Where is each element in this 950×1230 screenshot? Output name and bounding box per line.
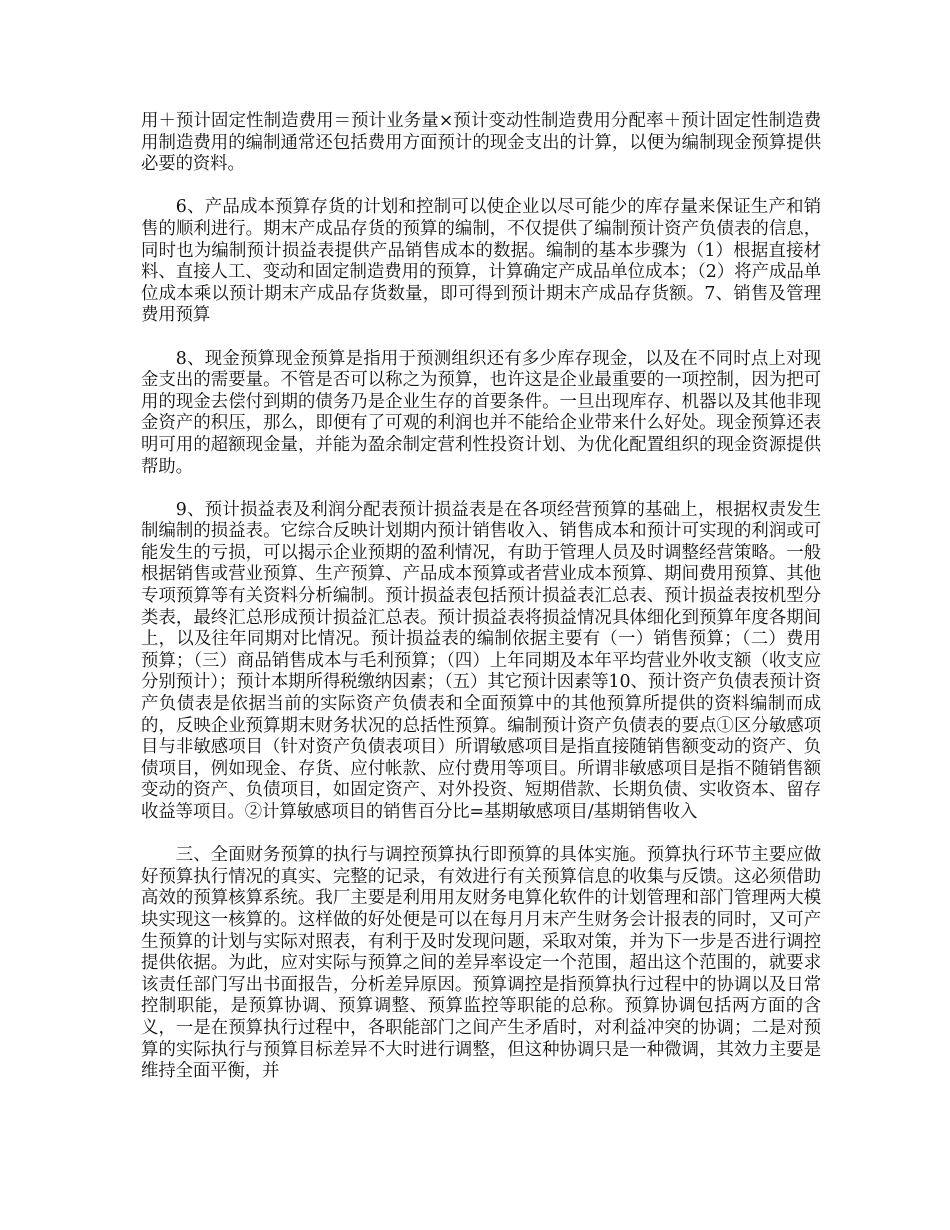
document-body — [141, 111, 821, 1104]
paragraph-budget-execution-control: 三、全面财务预算的执行与调控预算执行即预算的具体实施。预算执行环节主要应做好预算执行情况的真实、完整的记录，有效进行有关预算信息的收集与反馈。这必须借助高效的预算核算系统。我厂主要是利用用友财务电算化软件的计划管理和部门管理两大模块实现这一核算的。这样做的好处便是可以在每月月末产生财务会计报表的同时，又可产生预算的计划与实际对照表，有利于及时发现问题，采取对策，并为下一步是否进行调控提供依据。为此，应对实际与预算之间的差异率设定一个范围，超出这个范围的，就要求该责任部门写出书面报告，分析差异原因。预算调控是指预算执行过程中的协调以及日常控制职能，是预算协调、预算调整、预算监控等职能的总称。预算协调包括两方面的含义，一是在预算执行过程中，各职能部门之间产生矛盾时，对利益冲突的协调；二是对预算的实际执行与预算目标差异不大时进行调整，但这种协调只是一种微调，其效力主要是维持全面平衡，并 — [141, 845, 821, 1082]
paragraph-projected-income-statement: 9、预计损益表及利润分配表预计损益表是在各项经营预算的基础上，根据权责发生制编制的损益表。它综合反映计划期内预计销售收入、销售成本和预计可实现的利润或可能发生的亏损，可以揭示企业预期的盈利情况，有助于管理人员及时调整经营策略。一般根据销售或营业预算、生产预算、产品成本预算或者营业成本预算、期间费用预算、其他专项预算等有关资料分析编制。预计损益表包括预计损益表汇总表、预计损益表按机型分类表，最终汇总形成预计损益汇总表。预计损益表将损益情况具体细化到预算年度各期间上，以及往年同期对比情况。预计损益表的编制依据主要有（一）销售预算；（二）费用预算；（三）商品销售成本与毛利预算；（四）上年同期及本年平均营业外收支额（收支应分别预计）；预计本期所得税缴纳因素；（五）其它预计因素等10、预计资产负债表预计资产负债表是依据当前的实际资产负债表和全面预算中的其他预算所提供的资料编制而成的，反映企业预算期末财务状况的总括性预算。编制预计资产负债表的要点①区分敏感项目与非敏感项目（针对资产负债表项目）所谓敏感项目是指直接随销售额变动的资产、负债项目，例如现金、存货、应付帐款、应付费用等项目。所谓非敏感项目是指不随销售额变动的资产、负债项目，如固定资产、对外投资、短期借款、长期负债、实收资本、留存收益等项目。②计算敏感项目的销售百分比=基期敏感项目/基期销售收入 — [141, 499, 821, 822]
paragraph-product-cost-budget: 6、产品成本预算存货的计划和控制可以使企业以尽可能少的库存量来保证生产和销售的顺利进行。期末产成品存货的预算的编制，不仅提供了编制预计资产负债表的信息，同时也为编制预计损益表提供产品销售成本的数据。编制的基本步骤为（1）根据直接材料、直接人工、变动和固定制造费用的预算，计算确定产成品单位成本；（2）将产成品单位成本乘以预计期末产成品存货数量，即可得到预计期末产成品存货额。7、销售及管理费用预算 — [141, 197, 821, 326]
paragraph-cash-budget: 8、现金预算现金预算是指用于预测组织还有多少库存现金，以及在不同时点上对现金支出的需要量。不管是否可以称之为预算，也许这是企业最重要的一项控制，因为把可用的现金去偿付到期的债务乃是企业生存的首要条件。一旦出现库存、机器以及其他非现金资产的积压，那么，即便有了可观的利润也并不能给企业带来什么好处。现金预算还表明可用的超额现金量，并能为盈余制定营利性投资计划、为优化配置组织的现金资源提供帮助。 — [141, 348, 821, 477]
paragraph-overhead-cost-continued: 用＋预计固定性制造费用＝预计业务量×预计变动性制造费用分配率＋预计固定性制造费用制造费用的编制通常还包括费用方面预计的现金支出的计算，以便为编制现金预算提供必要的资料。 — [141, 111, 821, 175]
